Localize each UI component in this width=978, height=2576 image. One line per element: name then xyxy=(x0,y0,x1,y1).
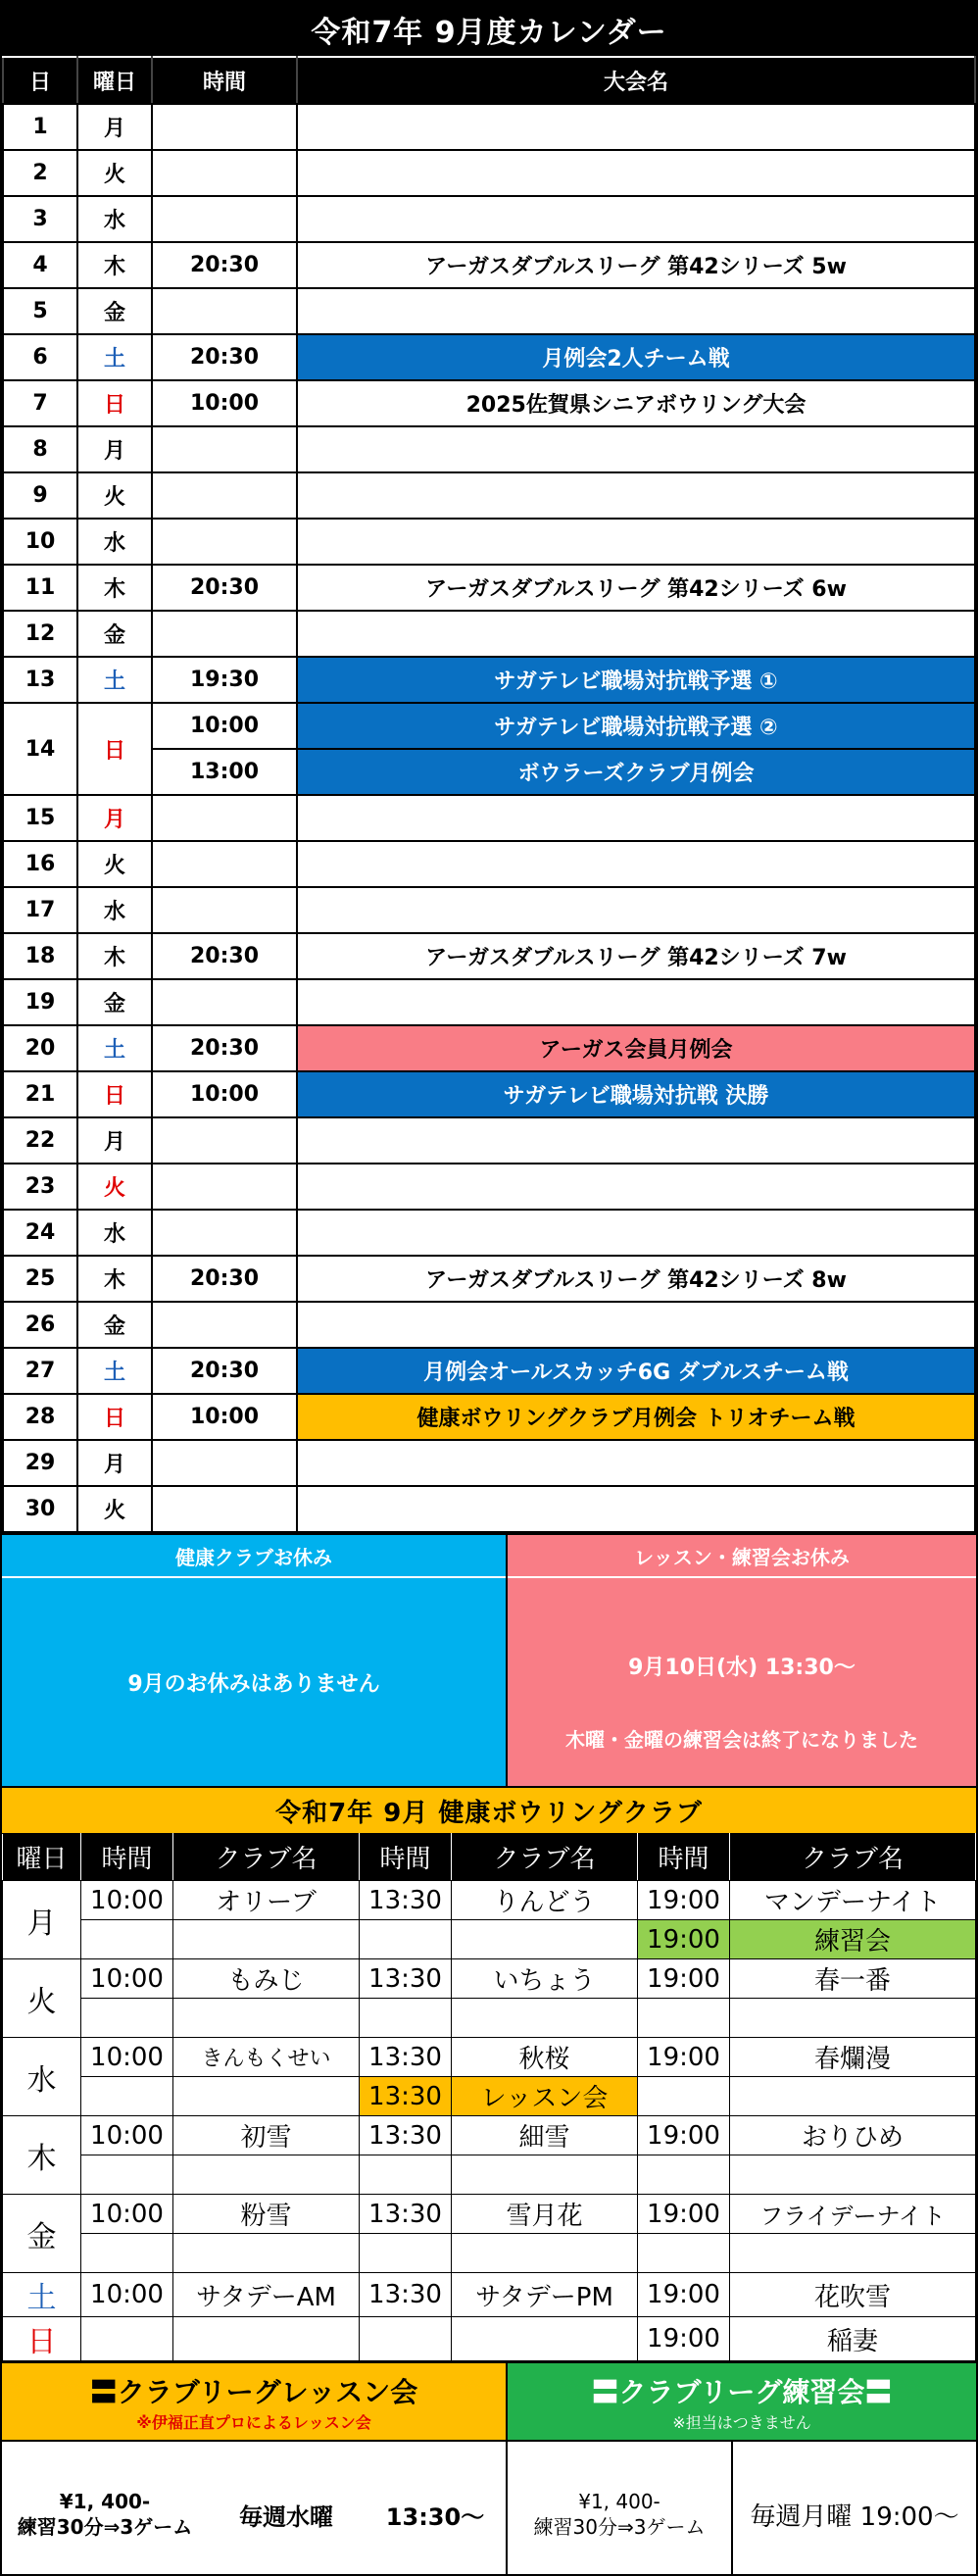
calendar-row xyxy=(3,1348,975,1394)
empty-cell xyxy=(730,2155,976,2195)
header-weekday: 曜日 xyxy=(77,57,152,104)
lesson-holiday-note: 木曜・金曜の練習会は終了になりました xyxy=(565,1728,918,1752)
day-number: 8 xyxy=(3,426,77,472)
day-number: 6 xyxy=(3,334,77,380)
weekday: 水 xyxy=(77,196,152,242)
empty-cell xyxy=(81,1920,173,1959)
event-name xyxy=(297,1164,975,1210)
event-name: 月例会オールスカッチ6G ダブルスチーム戦 xyxy=(297,1348,975,1394)
empty-cell xyxy=(730,2077,976,2116)
club-weekday: 土 xyxy=(3,2273,81,2317)
day-number: 28 xyxy=(3,1394,77,1440)
club-time: 13:30 xyxy=(360,1959,452,1999)
day-number: 26 xyxy=(3,1302,77,1348)
event-time xyxy=(152,104,297,150)
club-name: きんもくせい xyxy=(173,2038,360,2077)
event-name xyxy=(297,841,975,887)
page-title: 令和7年 9月度カレンダー xyxy=(2,2,976,56)
club-row xyxy=(3,2155,976,2195)
event-time xyxy=(152,196,297,242)
event-name xyxy=(297,1302,975,1348)
calendar-row xyxy=(3,1164,975,1210)
weekday: 火 xyxy=(77,472,152,519)
event-time xyxy=(152,150,297,196)
calendar-row xyxy=(3,1117,975,1164)
club-row xyxy=(3,2273,976,2317)
lesson-price: ¥1, 400- xyxy=(59,2490,151,2513)
calendar-row xyxy=(3,565,975,611)
day-number: 14 xyxy=(3,703,77,795)
event-time xyxy=(152,611,297,657)
club-weekday: 日 xyxy=(3,2317,81,2361)
club-name: 春一番 xyxy=(730,1959,976,1999)
event-name xyxy=(297,1440,975,1486)
lesson-holiday-date: 9月10日(水) 13:30～ xyxy=(628,1656,856,1680)
calendar-row xyxy=(3,611,975,657)
event-time: 10:00 xyxy=(152,1071,297,1117)
calendar-row xyxy=(3,334,975,380)
calendar-row xyxy=(3,1256,975,1302)
lesson-time: 13:30～ xyxy=(385,2502,485,2531)
club-weekday: 水 xyxy=(3,2038,81,2116)
day-number: 24 xyxy=(3,1210,77,1256)
health-club-holiday-box xyxy=(2,1535,508,1786)
event-name xyxy=(297,150,975,196)
club-header-name: クラブ名 xyxy=(452,1834,638,1881)
club-header-weekday: 曜日 xyxy=(3,1834,81,1881)
calendar-row xyxy=(3,104,975,150)
event-time: 20:30 xyxy=(152,334,297,380)
holiday-notices xyxy=(2,1533,976,1786)
practice-league-box xyxy=(508,2363,976,2576)
weekday: 火 xyxy=(77,150,152,196)
day-number: 9 xyxy=(3,472,77,519)
calendar-row xyxy=(3,841,975,887)
weekday: 土 xyxy=(77,334,152,380)
event-name xyxy=(297,611,975,657)
weekday: 木 xyxy=(77,933,152,979)
empty-cell xyxy=(173,2155,360,2195)
day-number: 23 xyxy=(3,1164,77,1210)
weekday: 金 xyxy=(77,979,152,1025)
club-name: 春爛漫 xyxy=(730,2038,976,2077)
event-time xyxy=(152,841,297,887)
calendar-row xyxy=(3,1302,975,1348)
club-header-time: 時間 xyxy=(360,1834,452,1881)
empty-cell xyxy=(360,1999,452,2038)
weekday: 金 xyxy=(77,288,152,334)
club-header-time: 時間 xyxy=(638,1834,730,1881)
club-time: 13:30 xyxy=(360,2038,452,2077)
lesson-holiday-box xyxy=(508,1535,976,1786)
event-name: サガテレビ職場対抗戦 決勝 xyxy=(297,1071,975,1117)
calendar-row xyxy=(3,703,975,749)
club-name: 初雪 xyxy=(173,2116,360,2155)
practice-price: ¥1, 400- xyxy=(578,2490,660,2513)
day-number: 7 xyxy=(3,380,77,426)
calendar-row xyxy=(3,657,975,703)
day-number: 16 xyxy=(3,841,77,887)
event-time xyxy=(152,795,297,841)
lesson-league-title: 〓クラブリーグレッスン会 xyxy=(89,2375,418,2408)
club-header-name: クラブ名 xyxy=(173,1834,360,1881)
empty-cell xyxy=(81,1999,173,2038)
event-name xyxy=(297,196,975,242)
health-club-holiday-heading: 健康クラブお休み xyxy=(2,1535,506,1578)
club-time: 10:00 xyxy=(81,2038,173,2077)
event-time xyxy=(152,1486,297,1532)
header-event: 大会名 xyxy=(297,57,975,104)
club-row xyxy=(3,2077,976,2116)
event-time xyxy=(152,1302,297,1348)
club-row xyxy=(3,2038,976,2077)
weekday: 水 xyxy=(77,887,152,933)
club-name: レッスン会 xyxy=(452,2077,638,2116)
empty-cell xyxy=(360,2317,452,2361)
weekday: 木 xyxy=(77,242,152,288)
weekday: 土 xyxy=(77,1348,152,1394)
empty-cell xyxy=(452,1920,638,1959)
league-info xyxy=(2,2361,976,2576)
calendar-row xyxy=(3,380,975,426)
calendar-body xyxy=(3,104,975,1532)
club-row xyxy=(3,1999,976,2038)
empty-cell xyxy=(81,2155,173,2195)
event-name xyxy=(297,1210,975,1256)
club-weekday: 木 xyxy=(3,2116,81,2195)
event-time xyxy=(152,472,297,519)
calendar-row xyxy=(3,1394,975,1440)
empty-cell xyxy=(173,1999,360,2038)
event-name xyxy=(297,795,975,841)
day-number: 17 xyxy=(3,887,77,933)
day-number: 18 xyxy=(3,933,77,979)
event-name xyxy=(297,1486,975,1532)
club-weekday: 火 xyxy=(3,1959,81,2038)
weekday: 水 xyxy=(77,1210,152,1256)
club-name: 花吹雪 xyxy=(730,2273,976,2317)
event-name xyxy=(297,472,975,519)
day-number: 25 xyxy=(3,1256,77,1302)
event-name: 2025佐賀県シニアボウリング大会 xyxy=(297,380,975,426)
club-name: マンデーナイト xyxy=(730,1881,976,1920)
event-time xyxy=(152,1117,297,1164)
lesson-day: 毎週水曜 xyxy=(239,2502,333,2531)
calendar-row xyxy=(3,887,975,933)
weekday: 土 xyxy=(77,1025,152,1071)
event-calendar xyxy=(2,56,976,1533)
club-schedule-table xyxy=(2,1833,976,2361)
club-time: 19:00 xyxy=(638,2116,730,2155)
event-time: 20:30 xyxy=(152,1025,297,1071)
empty-cell xyxy=(360,2234,452,2273)
calendar-row xyxy=(3,1210,975,1256)
calendar-row xyxy=(3,1440,975,1486)
empty-cell xyxy=(360,2155,452,2195)
club-time: 19:00 xyxy=(638,2273,730,2317)
event-name: サガテレビ職場対抗戦予選 ① xyxy=(297,657,975,703)
lesson-league-box xyxy=(2,2363,508,2576)
club-time: 10:00 xyxy=(81,1881,173,1920)
calendar-row xyxy=(3,1486,975,1532)
club-time: 19:00 xyxy=(638,1881,730,1920)
club-name: いちょう xyxy=(452,1959,638,1999)
event-name: アーガスダブルスリーグ 第42シリーズ 6w xyxy=(297,565,975,611)
club-name: オリーブ xyxy=(173,1881,360,1920)
calendar-row xyxy=(3,426,975,472)
event-name: サガテレビ職場対抗戦予選 ② xyxy=(297,703,975,749)
club-row xyxy=(3,2234,976,2273)
weekday: 月 xyxy=(77,1440,152,1486)
event-name xyxy=(297,1117,975,1164)
header-day: 日 xyxy=(3,57,77,104)
event-time xyxy=(152,288,297,334)
club-time: 10:00 xyxy=(81,2273,173,2317)
day-number: 5 xyxy=(3,288,77,334)
event-name xyxy=(297,104,975,150)
club-name: サタデーPM xyxy=(452,2273,638,2317)
club-time: 13:30 xyxy=(360,2273,452,2317)
club-header-name: クラブ名 xyxy=(730,1834,976,1881)
event-time: 10:00 xyxy=(152,1394,297,1440)
day-number: 19 xyxy=(3,979,77,1025)
event-time: 10:00 xyxy=(152,703,297,749)
event-name: アーガス会員月例会 xyxy=(297,1025,975,1071)
calendar-row xyxy=(3,933,975,979)
event-name: アーガスダブルスリーグ 第42シリーズ 5w xyxy=(297,242,975,288)
event-time: 20:30 xyxy=(152,933,297,979)
weekday: 月 xyxy=(77,104,152,150)
event-time: 13:00 xyxy=(152,749,297,795)
empty-cell xyxy=(173,2077,360,2116)
empty-cell xyxy=(173,1920,360,1959)
event-time xyxy=(152,979,297,1025)
weekday: 日 xyxy=(77,1071,152,1117)
empty-cell xyxy=(452,2317,638,2361)
calendar-row xyxy=(3,979,975,1025)
weekday: 月 xyxy=(77,795,152,841)
day-number: 10 xyxy=(3,519,77,565)
club-row xyxy=(3,1920,976,1959)
club-name: 稲妻 xyxy=(730,2317,976,2361)
empty-cell xyxy=(452,2155,638,2195)
practice-detail: 練習30分⇒3ゲーム xyxy=(533,2515,706,2539)
weekday: 火 xyxy=(77,1164,152,1210)
weekday: 日 xyxy=(77,380,152,426)
empty-cell xyxy=(452,1999,638,2038)
empty-cell xyxy=(638,2077,730,2116)
day-number: 4 xyxy=(3,242,77,288)
empty-cell xyxy=(81,2317,173,2361)
club-row xyxy=(3,2116,976,2155)
club-name: 練習会 xyxy=(730,1920,976,1959)
club-time: 19:00 xyxy=(638,1959,730,1999)
day-number: 15 xyxy=(3,795,77,841)
event-time: 20:30 xyxy=(152,1348,297,1394)
club-time: 13:30 xyxy=(360,1881,452,1920)
weekday: 木 xyxy=(77,565,152,611)
event-time: 19:30 xyxy=(152,657,297,703)
club-name: 秋桜 xyxy=(452,2038,638,2077)
empty-cell xyxy=(452,2234,638,2273)
day-number: 30 xyxy=(3,1486,77,1532)
event-time: 10:00 xyxy=(152,380,297,426)
club-row xyxy=(3,2317,976,2361)
club-name: りんどう xyxy=(452,1881,638,1920)
weekday: 日 xyxy=(77,1394,152,1440)
event-time xyxy=(152,1440,297,1486)
event-time xyxy=(152,1210,297,1256)
club-name: 粉雪 xyxy=(173,2195,360,2234)
event-time xyxy=(152,426,297,472)
weekday: 月 xyxy=(77,1117,152,1164)
day-number: 13 xyxy=(3,657,77,703)
empty-cell xyxy=(730,1999,976,2038)
event-name xyxy=(297,519,975,565)
empty-cell xyxy=(730,2234,976,2273)
club-time: 19:00 xyxy=(638,1920,730,1959)
day-number: 11 xyxy=(3,565,77,611)
day-number: 27 xyxy=(3,1348,77,1394)
weekday: 月 xyxy=(77,426,152,472)
empty-cell xyxy=(638,2155,730,2195)
club-weekday: 月 xyxy=(3,1881,81,1959)
day-number: 29 xyxy=(3,1440,77,1486)
day-number: 2 xyxy=(3,150,77,196)
club-row xyxy=(3,2195,976,2234)
calendar-row xyxy=(3,242,975,288)
calendar-row xyxy=(3,1025,975,1071)
club-name: 細雪 xyxy=(452,2116,638,2155)
club-row xyxy=(3,1959,976,1999)
practice-league-title: 〓クラブリーグ練習会〓 xyxy=(591,2375,893,2408)
calendar-header-row xyxy=(3,57,975,104)
practice-schedule: 毎週月曜 19:00～ xyxy=(750,2502,959,2532)
event-name xyxy=(297,288,975,334)
club-time: 10:00 xyxy=(81,1959,173,1999)
calendar-row xyxy=(3,472,975,519)
club-time: 19:00 xyxy=(638,2038,730,2077)
club-time: 13:30 xyxy=(360,2077,452,2116)
weekday: 火 xyxy=(77,1486,152,1532)
event-time xyxy=(152,1164,297,1210)
club-time: 19:00 xyxy=(638,2317,730,2361)
club-name: サタデーAM xyxy=(173,2273,360,2317)
day-number: 3 xyxy=(3,196,77,242)
lesson-detail: 練習30分⇒3ゲーム xyxy=(17,2515,193,2539)
club-time: 19:00 xyxy=(638,2195,730,2234)
empty-cell xyxy=(360,1920,452,1959)
event-name xyxy=(297,887,975,933)
day-number: 20 xyxy=(3,1025,77,1071)
club-time: 10:00 xyxy=(81,2195,173,2234)
day-number: 1 xyxy=(3,104,77,150)
club-time: 10:00 xyxy=(81,2116,173,2155)
calendar-row xyxy=(3,150,975,196)
day-number: 21 xyxy=(3,1071,77,1117)
health-club-holiday-text: 9月のお休みはありません xyxy=(127,1671,380,1697)
club-section-title: 令和7年 9月 健康ボウリングクラブ xyxy=(2,1786,976,1833)
club-time: 13:30 xyxy=(360,2195,452,2234)
lesson-league-subtitle: ※伊福正直プロによるレッスン会 xyxy=(136,2412,371,2432)
lesson-holiday-heading: レッスン・練習会お休み xyxy=(508,1535,976,1578)
club-name: おりひめ xyxy=(730,2116,976,2155)
calendar-row xyxy=(3,196,975,242)
event-time: 20:30 xyxy=(152,242,297,288)
event-name: ボウラーズクラブ月例会 xyxy=(297,749,975,795)
day-number: 12 xyxy=(3,611,77,657)
club-name: 雪月花 xyxy=(452,2195,638,2234)
event-name xyxy=(297,979,975,1025)
event-name xyxy=(297,426,975,472)
empty-cell xyxy=(81,2234,173,2273)
event-name: アーガスダブルスリーグ 第42シリーズ 8w xyxy=(297,1256,975,1302)
empty-cell xyxy=(81,2077,173,2116)
empty-cell xyxy=(638,1999,730,2038)
club-row xyxy=(3,1881,976,1920)
event-name: 健康ボウリングクラブ月例会 トリオチーム戦 xyxy=(297,1394,975,1440)
club-header-row xyxy=(3,1834,976,1881)
event-time xyxy=(152,519,297,565)
event-name: アーガスダブルスリーグ 第42シリーズ 7w xyxy=(297,933,975,979)
day-number: 22 xyxy=(3,1117,77,1164)
club-name: フライデーナイト xyxy=(730,2195,976,2234)
empty-cell xyxy=(173,2317,360,2361)
event-time xyxy=(152,887,297,933)
empty-cell xyxy=(638,2234,730,2273)
club-weekday: 金 xyxy=(3,2195,81,2273)
weekday: 金 xyxy=(77,611,152,657)
calendar-row xyxy=(3,1071,975,1117)
calendar-row xyxy=(3,795,975,841)
club-header-time: 時間 xyxy=(81,1834,173,1881)
calendar-row xyxy=(3,288,975,334)
weekday: 火 xyxy=(77,841,152,887)
event-time: 20:30 xyxy=(152,1256,297,1302)
header-time: 時間 xyxy=(152,57,297,104)
event-name: 月例会2人チーム戦 xyxy=(297,334,975,380)
practice-league-subtitle: ※担当はつきません xyxy=(672,2412,811,2432)
club-time: 13:30 xyxy=(360,2116,452,2155)
weekday: 木 xyxy=(77,1256,152,1302)
event-time: 20:30 xyxy=(152,565,297,611)
club-name: もみじ xyxy=(173,1959,360,1999)
weekday: 土 xyxy=(77,657,152,703)
empty-cell xyxy=(173,2234,360,2273)
weekday: 日 xyxy=(77,703,152,795)
weekday: 水 xyxy=(77,519,152,565)
weekday: 金 xyxy=(77,1302,152,1348)
calendar-row xyxy=(3,519,975,565)
